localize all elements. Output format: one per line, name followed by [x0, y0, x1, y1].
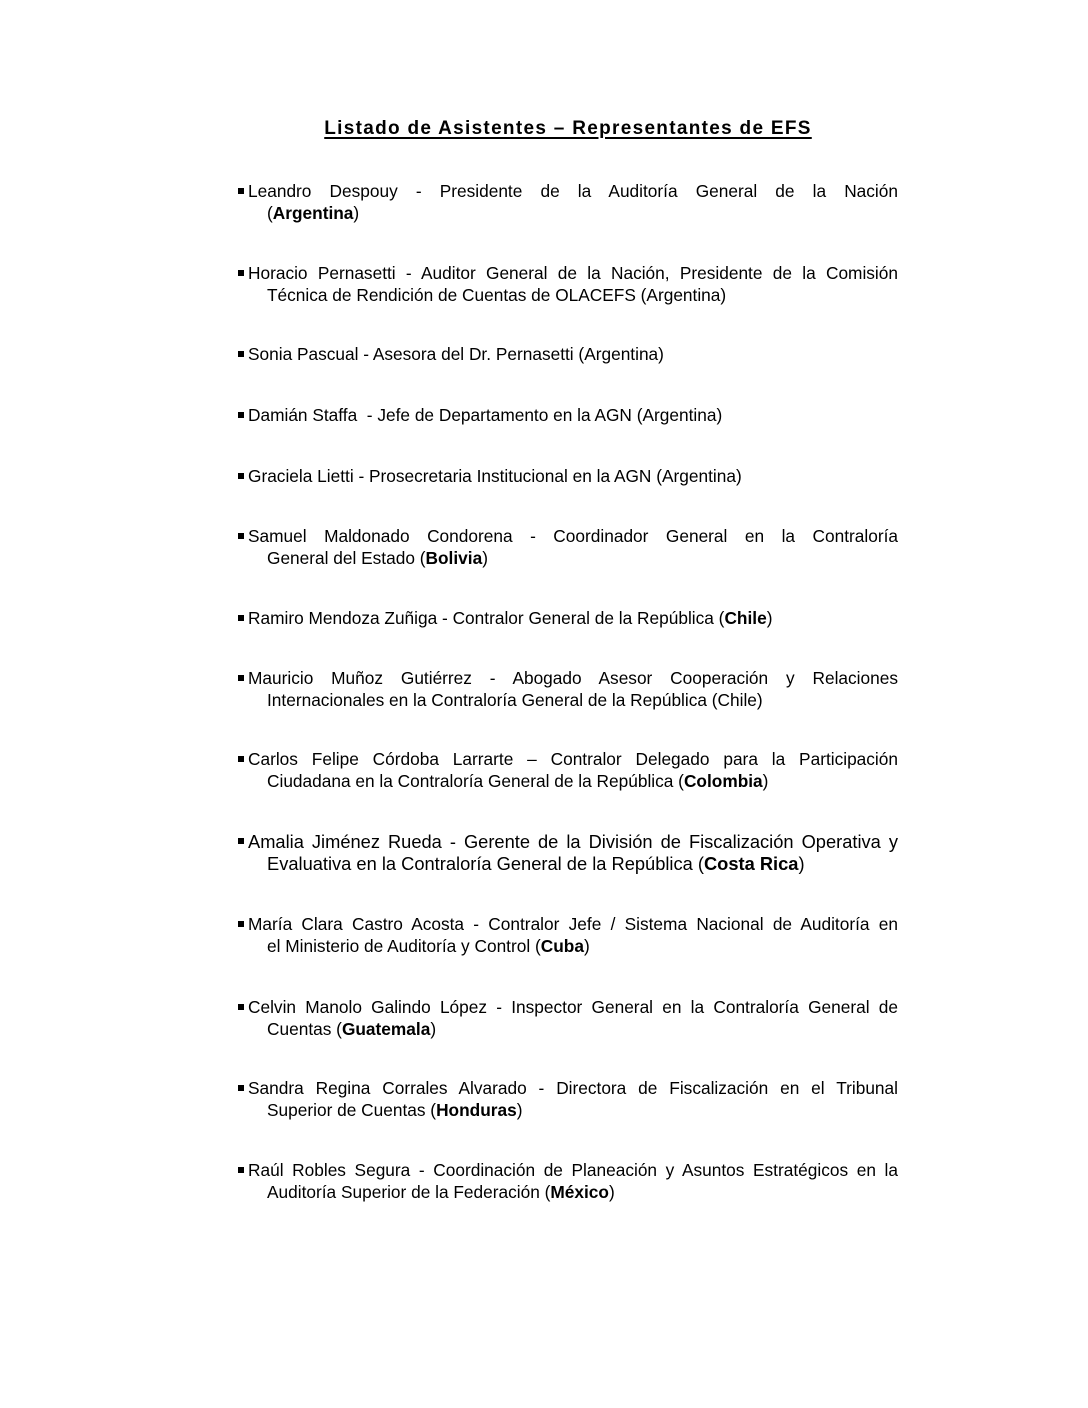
country-name: Honduras [436, 1099, 517, 1120]
bullet-icon [238, 473, 244, 479]
bullet-icon [238, 1004, 244, 1010]
country-name: Costa Rica [703, 852, 799, 874]
bullet-icon [238, 838, 244, 844]
country-name: Argentina [272, 202, 354, 223]
country-name: Guatemala [341, 1018, 431, 1039]
country-name: México [550, 1181, 609, 1202]
list-item: María Clara Castro Acosta - Contralor Jefe / Sistema Nacional de Auditoría en el Ministerio de Auditoría y Control (Cuba) [248, 914, 898, 957]
bullet-icon [238, 270, 244, 276]
country-name: Colombia [683, 770, 763, 791]
bullet-icon [238, 675, 244, 681]
list-item: Raúl Robles Segura - Coordinación de Planeación y Asuntos Estratégicos en la Auditoría Superior de la Federación (México) [248, 1160, 898, 1203]
list-item: Graciela Lietti - Prosecretaria Institucional en la AGN (Argentina) [248, 466, 898, 488]
country-name: Cuba [540, 935, 584, 956]
bullet-icon [238, 756, 244, 762]
bullet-icon [238, 1167, 244, 1173]
list-item: Ramiro Mendoza Zuñiga - Contralor General de la República (Chile) [248, 608, 898, 630]
list-item: Mauricio Muñoz Gutiérrez - Abogado Asesor Cooperación y Relaciones Internacionales en la Contraloría General de la República (Chile) [248, 668, 898, 711]
list-item: Leandro Despouy - Presidente de la Auditoría General de la Nación (Argentina) [248, 181, 898, 224]
list-item: Carlos Felipe Córdoba Larrarte – Contralor Delegado para la Participación Ciudadana en la Contraloría General de la República (Colombia) [248, 749, 898, 792]
bullet-icon [238, 615, 244, 621]
list-item: Sandra Regina Corrales Alvarado - Directora de Fiscalización en el Tribunal Superior de Cuentas (Honduras) [248, 1078, 898, 1121]
list-item: Celvin Manolo Galindo López - Inspector General en la Contraloría General de Cuentas (Guatemala) [248, 997, 898, 1040]
country-name: Bolivia [425, 547, 483, 568]
bullet-icon [238, 351, 244, 357]
country-name: Chile [724, 608, 767, 628]
bullet-icon [238, 921, 244, 927]
bullet-icon [238, 1085, 244, 1091]
document-title: Listado de Asistentes – Representantes de EFS [324, 118, 812, 139]
list-item: Sonia Pascual - Asesora del Dr. Pernasetti (Argentina) [248, 344, 898, 366]
list-item: Horacio Pernasetti - Auditor General de la Nación, Presidente de la Comisión Técnica de Rendición de Cuentas de OLACEFS (Argentina) [248, 263, 898, 306]
bullet-icon [238, 533, 244, 539]
list-item: Damián Staffa - Jefe de Departamento en la AGN (Argentina) [248, 405, 898, 427]
list-item: Amalia Jiménez Rueda - Gerente de la División de Fiscalización Operativa y Evaluativa en la Contraloría General de la República (Costa Rica) [248, 831, 898, 874]
list-item: Samuel Maldonado Condorena - Coordinador General en la Contraloría General del Estado (Bolivia) [248, 526, 898, 569]
bullet-icon [238, 412, 244, 418]
bullet-icon [238, 188, 244, 194]
